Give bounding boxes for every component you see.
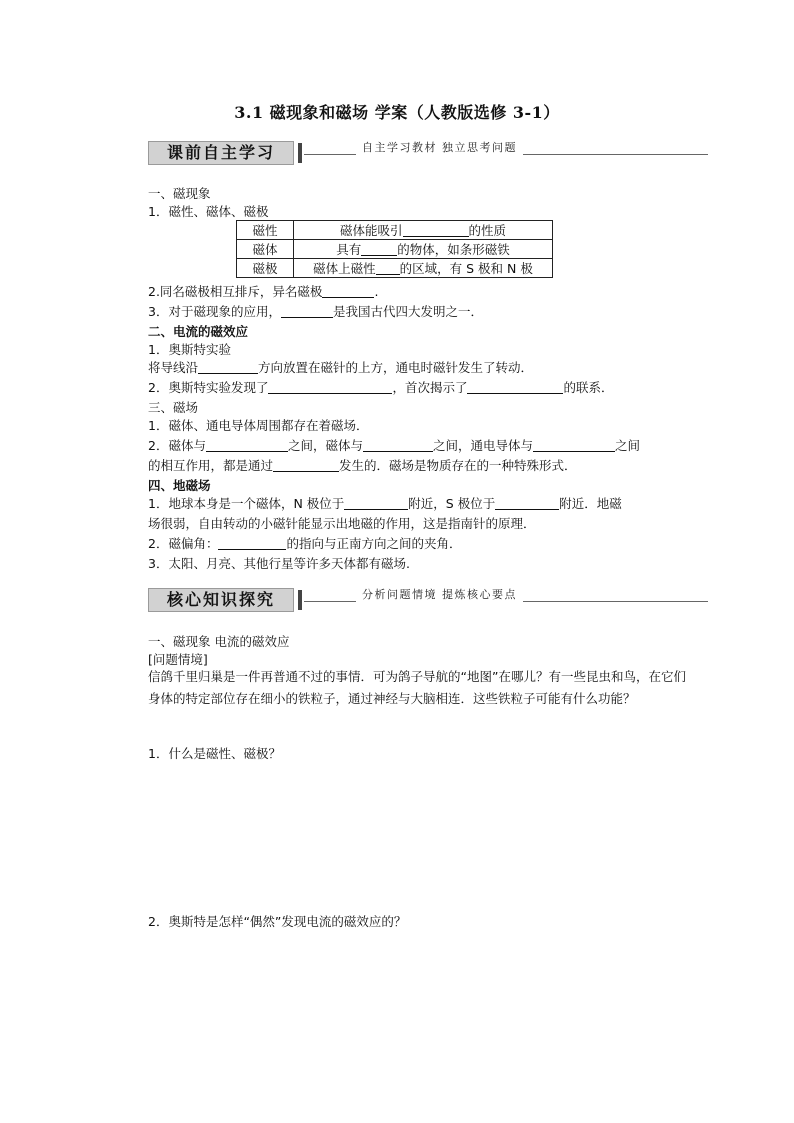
list-item	[148, 358, 533, 376]
fill-blank[interactable]	[198, 361, 258, 374]
list-item	[148, 534, 461, 552]
question-1: 1．什么是磁性、磁极？	[148, 746, 281, 761]
item-text: 的相互作用，都是通过	[148, 458, 274, 473]
item-text: 2．磁偏角：	[148, 536, 219, 551]
banner-tag: 课前自主学习	[148, 141, 294, 165]
table-cell	[294, 221, 553, 240]
section-heading: 三、磁场	[148, 400, 199, 415]
item-text: ，首次揭示了	[392, 380, 468, 395]
fill-blank[interactable]	[376, 262, 400, 275]
list-item	[148, 302, 483, 320]
banner-subtitle: 自主学习教材 独立思考问题	[356, 141, 523, 155]
item-text: 之间，通电导体与	[432, 438, 533, 453]
section-heading: 一、磁现象 电流的磁效应	[148, 634, 290, 649]
item-text: 2.同名磁极相互排斥，异名磁极	[148, 284, 323, 299]
table-cell	[294, 240, 553, 259]
fill-blank[interactable]	[281, 305, 333, 318]
fill-blank[interactable]	[268, 381, 392, 394]
list-item: 1．磁性、磁体、磁极	[148, 204, 269, 219]
list-item	[148, 378, 614, 396]
item-text: 之间，磁体与	[287, 438, 363, 453]
fill-blank[interactable]	[467, 381, 563, 394]
list-item: 1．奥斯特实验	[148, 342, 231, 357]
section-heading: 二、电流的磁效应	[148, 324, 249, 339]
fill-blank[interactable]	[273, 459, 339, 472]
banner-subtitle: 分析问题情境 提炼核心要点	[356, 588, 523, 602]
section-heading: 四、地磁场	[148, 478, 211, 493]
table-cell: 磁性	[237, 221, 294, 240]
section-heading: 一、磁现象	[148, 186, 211, 201]
magnet-table	[236, 220, 553, 278]
item-text: 的联系．	[563, 380, 614, 395]
fill-blank[interactable]	[403, 224, 469, 237]
table-row	[237, 221, 553, 240]
banner-tag: 核心知识探究	[148, 588, 294, 612]
fill-blank[interactable]	[361, 243, 397, 256]
table-cell: 磁极	[237, 259, 294, 278]
item-text: 3．对于磁现象的应用，	[148, 304, 281, 319]
situation-paragraph: 信鸽千里归巢是一件再普通不过的事情．可为鸽子导航的“地图”在哪儿？有一些昆虫和鸟，在它们身体的特定部位存在细小的铁粒子，通过神经与大脑相连．这些铁粒子可能有什么功能？	[148, 669, 686, 706]
list-item	[148, 282, 378, 300]
cell-text: 的性质	[468, 223, 507, 238]
fill-blank[interactable]	[533, 439, 615, 452]
list-item	[148, 436, 640, 454]
item-text: 附近．地磁	[559, 496, 622, 511]
table-cell: 磁体	[237, 240, 294, 259]
item-text: 1．地球本身是一个磁体，N 极位于	[148, 496, 345, 511]
item-text: 方向放置在磁针的上方，通电时磁针发生了转动．	[258, 360, 534, 375]
item-text: 的指向与正南方向之间的夹角．	[286, 536, 462, 551]
page-title: 3.1 磁现象和磁场 学案（人教版选修 3-1）	[234, 103, 560, 122]
list-item: 1．磁体、通电导体周围都存在着磁场．	[148, 418, 369, 433]
cell-text: 具有	[336, 242, 362, 257]
fill-blank[interactable]	[218, 537, 286, 550]
fill-blank[interactable]	[363, 439, 433, 452]
section-banner-preview	[148, 141, 708, 167]
item-text: 将导线沿	[148, 360, 199, 375]
situation-label: [问题情境]	[148, 652, 208, 667]
item-text: .	[374, 284, 379, 299]
fill-blank[interactable]	[322, 285, 374, 298]
table-cell	[294, 259, 553, 278]
item-text: 2．奥斯特实验发现了	[148, 380, 269, 395]
table-row	[237, 259, 553, 278]
item-text: 发生的．磁场是物质存在的一种特殊形式．	[339, 458, 577, 473]
list-item	[148, 456, 577, 474]
cell-text: 的区域，有 S 极和 N 极	[399, 261, 533, 276]
fill-blank[interactable]	[344, 497, 408, 510]
cell-text: 的物体，如条形磁铁	[397, 242, 510, 257]
cell-text: 磁体能吸引	[339, 223, 403, 238]
list-item: 场很弱，自由转动的小磁针能显示出地磁的作用，这是指南针的原理．	[148, 516, 536, 531]
banner-bar	[298, 143, 302, 163]
item-text: 附近，S 极位于	[408, 496, 496, 511]
item-text: 2．磁体与	[148, 438, 206, 453]
fill-blank[interactable]	[495, 497, 559, 510]
item-text: 之间	[614, 438, 640, 453]
cell-text: 磁体上磁性	[313, 261, 376, 276]
fill-blank[interactable]	[206, 439, 288, 452]
item-text: 是我国古代四大发明之一．	[332, 304, 483, 319]
banner-bar	[298, 590, 302, 610]
question-2: 2．奥斯特是怎样“偶然”发现电流的磁效应的？	[148, 914, 407, 929]
list-item	[148, 494, 622, 512]
section-banner-core	[148, 588, 708, 614]
table-row	[237, 240, 553, 259]
list-item: 3．太阳、月亮、其他行星等许多天体都有磁场.	[148, 556, 410, 571]
